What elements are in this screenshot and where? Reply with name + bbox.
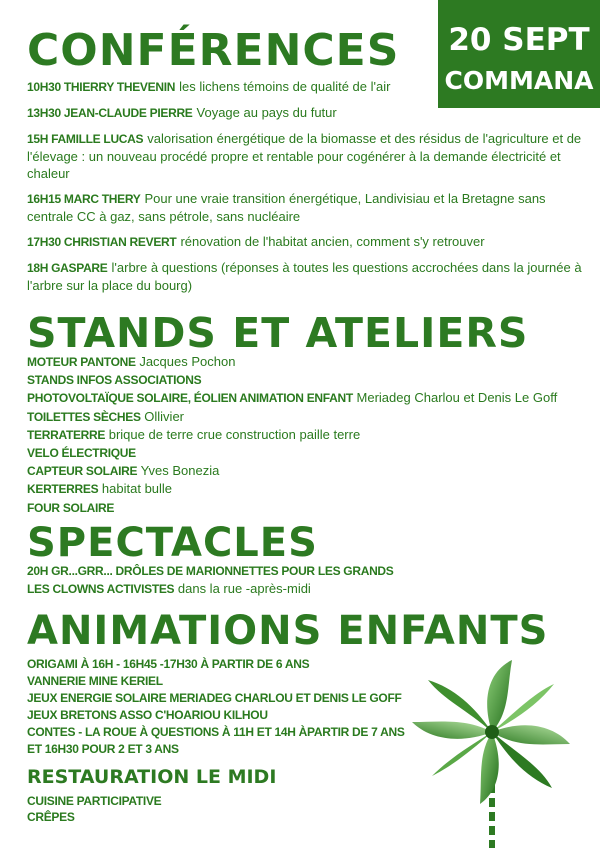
conference-topic: rénovation de l'habitat ancien, comment s'y retrouver: [180, 234, 485, 249]
conference-item: [27, 130, 587, 182]
spectacle-item-name: LES CLOWNS ACTIVISTES: [27, 582, 175, 597]
stand-item-detail: Meriadeg Charlou et Denis Le Goff: [352, 390, 558, 406]
animation-item-text: VANNERIE MINE KERIEL: [27, 674, 163, 688]
conference-topic: Voyage au pays du futur: [196, 105, 337, 120]
stand-item-name: CAPTEUR SOLAIRE: [27, 464, 138, 479]
green-pinwheel-icon: [392, 652, 592, 848]
stand-item-detail: Yves Bonezia: [137, 463, 220, 479]
animation-item-text: CONTES - LA ROUE À QUESTIONS À 11H ET 14H ÀPARTIR DE 7 ANS: [27, 725, 405, 739]
conference-topic: valorisation énergétique de la biomasse et des résidus de l'agriculture et de l'élevage : un nouveau procédé propre et rentable pour cogénérer à la demande électricité et chaleur: [27, 131, 582, 181]
conference-item: [27, 233, 587, 251]
stand-item-name: KERTERRES: [27, 482, 99, 497]
conference-topic: les lichens témoins de qualité de l'air: [179, 79, 391, 94]
conference-topic: l'arbre à questions (réponses à toutes les questions accrochées dans la journée à l'arbre sur la place du bourg): [27, 260, 582, 293]
spectacle-item: [27, 562, 587, 580]
stand-item: [27, 444, 587, 462]
stand-item-name: FOUR SOLAIRE: [27, 500, 115, 515]
conference-speaker: 10H30 THIERRY THEVENIN: [27, 80, 176, 94]
stands-heading: STANDS ET ATELIERS: [27, 309, 529, 357]
restauration-heading: RESTAURATION LE MIDI: [27, 766, 277, 788]
stand-item-detail: brique de terre crue construction paille terre: [105, 426, 361, 442]
stands-list: [27, 353, 587, 517]
stand-item-name: PHOTOVOLTAÏQUE SOLAIRE, ÉOLIEN ANIMATION ENFANT: [27, 391, 353, 406]
animation-item-text: ORIGAMI À 16H - 16H45 -17H30 À PARTIR DE 6 ANS: [27, 657, 310, 671]
spectacle-item: [27, 580, 587, 598]
conference-speaker: 17H30 CHRISTIAN REVERT: [27, 235, 177, 249]
conferences-heading: CONFÉRENCES: [27, 25, 400, 76]
stand-item-name: TOILETTES SÈCHES: [27, 409, 141, 424]
conference-item: [27, 259, 587, 294]
spectacle-item-name: 20H GR...GRR... DRÔLES DE MARIONNETTES POUR LES GRANDS: [27, 564, 394, 578]
stand-item-name: VELO ÉLECTRIQUE: [27, 446, 136, 461]
conference-speaker: 18H GASPARE: [27, 261, 108, 275]
stand-item-name: TERRATERRE: [27, 427, 106, 442]
stand-item-detail: Jacques Pochon: [135, 354, 236, 369]
restauration-item-text: CUISINE PARTICIPATIVE: [27, 794, 162, 808]
conference-speaker: 15H FAMILLE LUCAS: [27, 132, 144, 146]
stand-item-detail: habitat bulle: [98, 481, 173, 497]
stand-item: [27, 480, 587, 498]
stand-item: [27, 353, 587, 371]
restauration-item-text: CRÊPES: [27, 810, 75, 824]
conference-item: [27, 78, 587, 96]
date-text: 20 SEPT: [448, 22, 590, 58]
conference-item: [27, 190, 587, 225]
conference-item: [27, 104, 587, 122]
animation-item-text: JEUX BRETONS ASSO C'HOARIOU KILHOU: [27, 708, 268, 722]
location-text: COMMANA: [444, 66, 594, 95]
conference-speaker: 13H30 JEAN-CLAUDE PIERRE: [27, 106, 193, 120]
stand-item: [27, 426, 587, 444]
conferences-list: [27, 78, 587, 302]
stand-item: [27, 499, 587, 517]
stand-item: [27, 371, 587, 389]
stand-item-name: MOTEUR PANTONE: [27, 355, 136, 369]
animation-item-text: ET 16H30 POUR 2 ET 3 ANS: [27, 742, 179, 756]
stand-item: [27, 408, 587, 426]
spectacles-list: [27, 562, 587, 598]
stand-item-detail: Ollivier: [140, 408, 185, 424]
conference-topic: Pour une vraie transition énergétique, Landivisiau et la Bretagne sans centrale CC à gaz, sans pétrole, sans nucléaire: [27, 191, 546, 224]
spectacles-heading: SPECTACLES: [27, 520, 318, 566]
animations-heading: ANIMATIONS ENFANTS: [27, 608, 549, 654]
animation-item-text: JEUX ENERGIE SOLAIRE MERIADEG CHARLOU ET DENIS LE GOFF: [27, 691, 402, 705]
conference-speaker: 16H15 MARC THERY: [27, 192, 141, 206]
spectacle-item-detail: dans la rue -après-midi: [174, 581, 311, 597]
stand-item: [27, 462, 587, 480]
stand-item-name: STANDS INFOS ASSOCIATIONS: [27, 373, 202, 388]
stand-item: [27, 389, 587, 407]
